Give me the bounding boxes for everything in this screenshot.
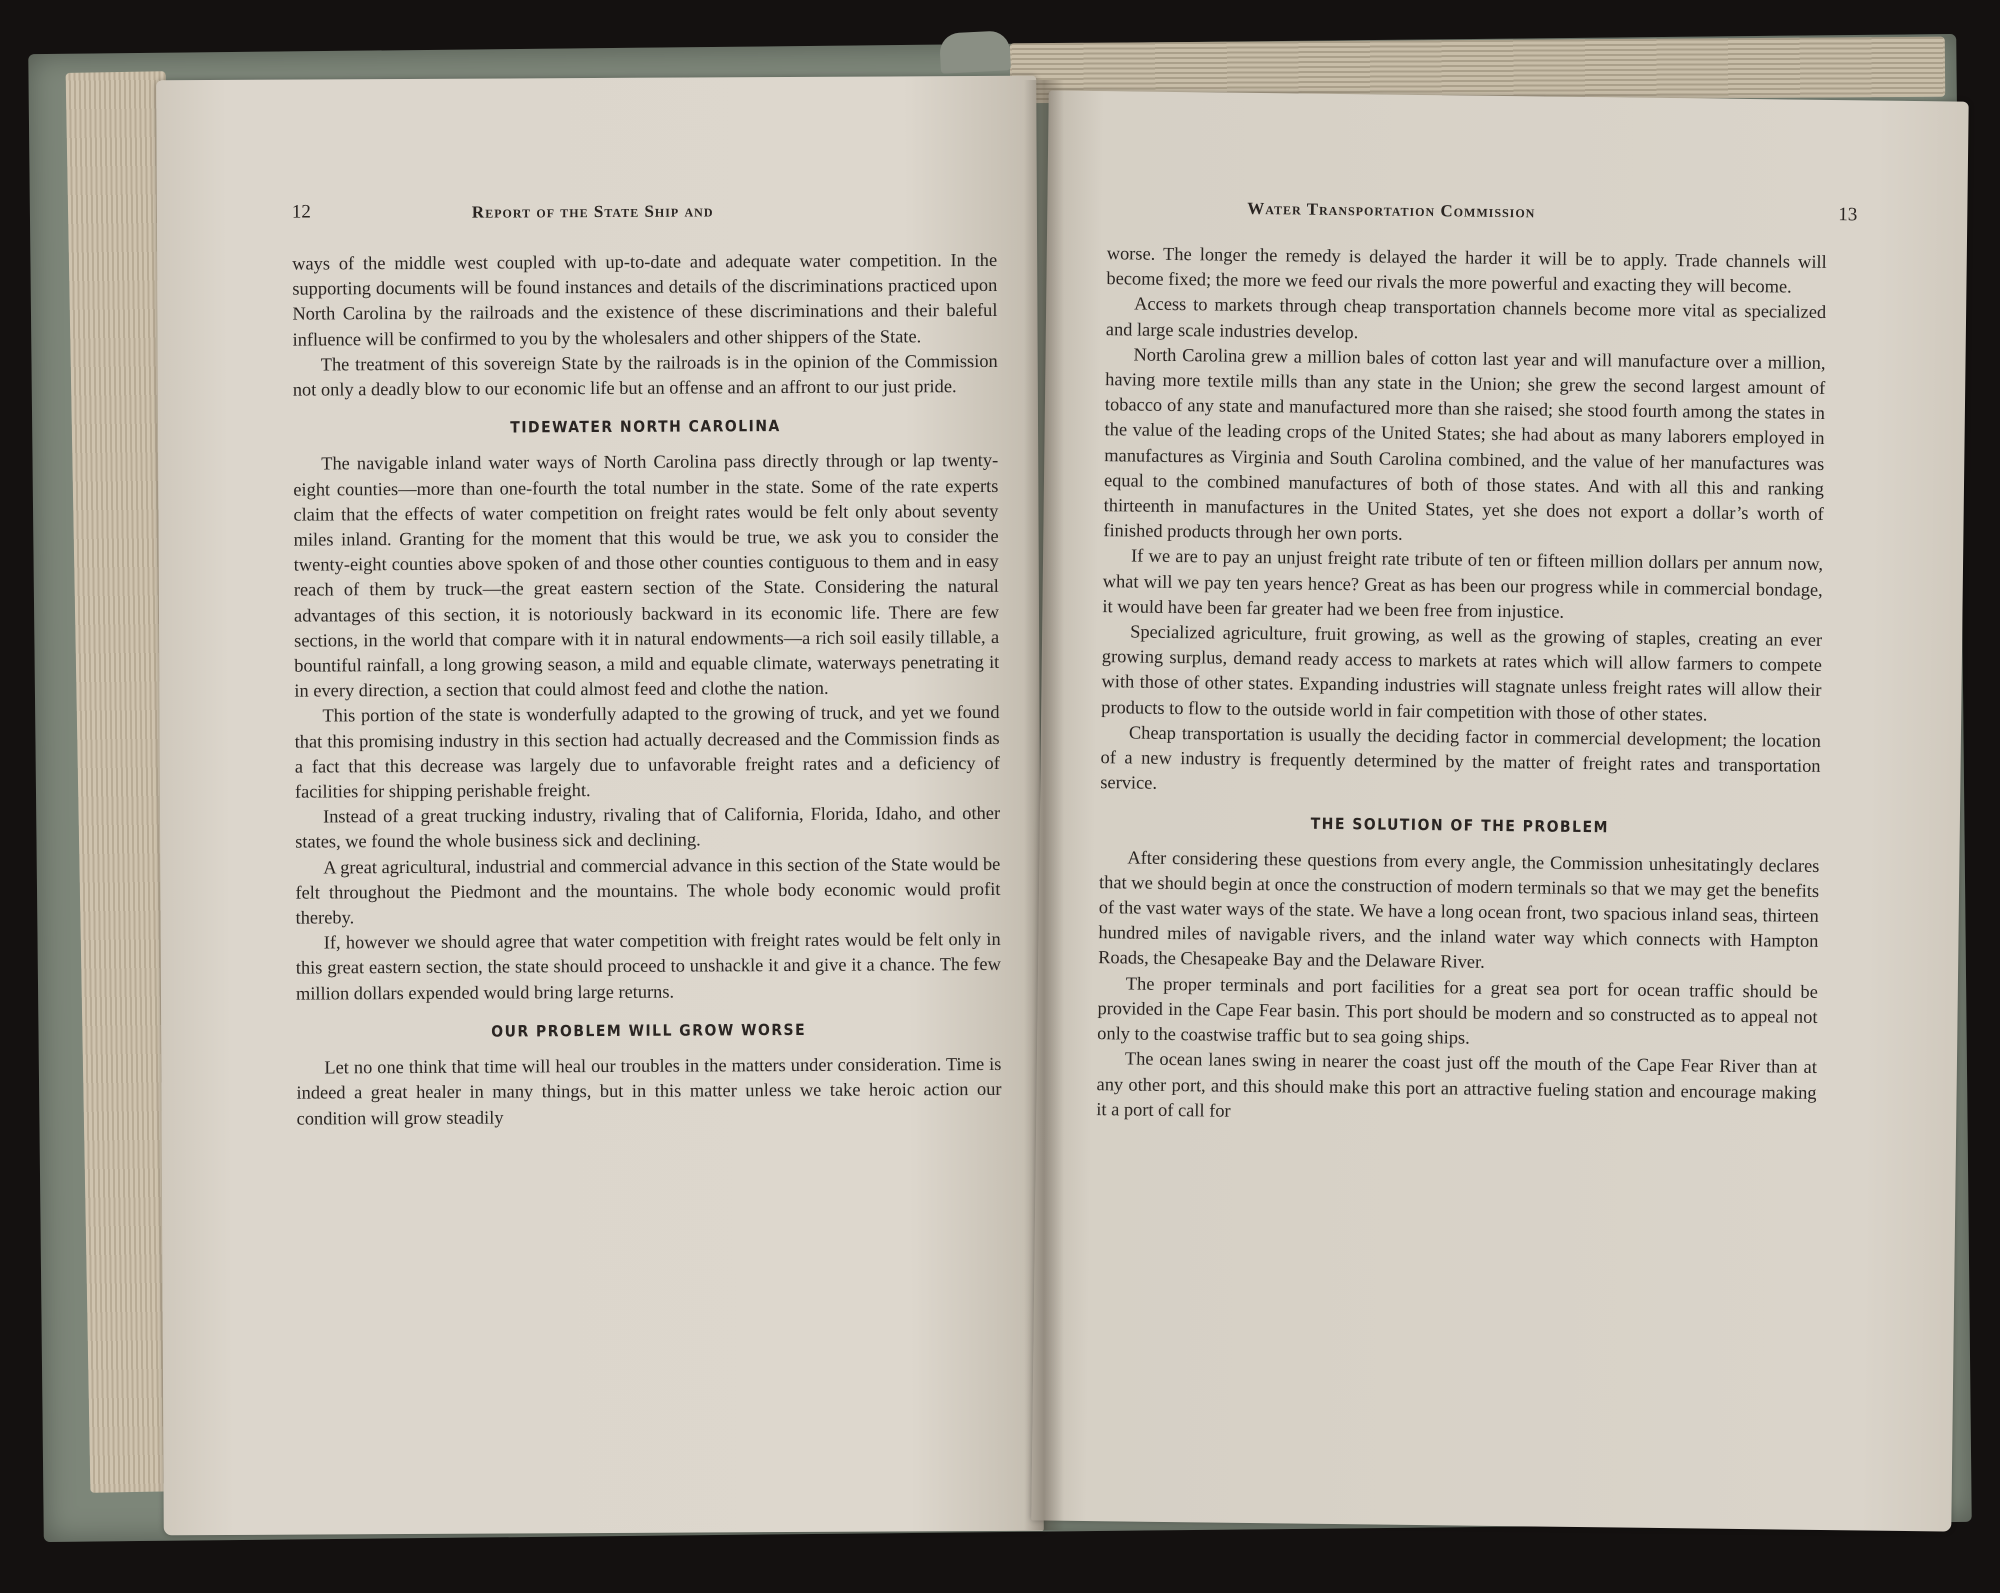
page-number: 12 xyxy=(291,201,311,223)
paragraph: worse. The longer the remedy is delayed the harder it will be to apply. Trade channels will become fixed; the more we feed our rivals the more powerful and exacting they will become. xyxy=(1106,243,1827,297)
paragraph: Instead of a great trucking industry, rivaling that of California, Florida, Idaho, and other states, we found the whole business sick and declining. xyxy=(295,803,1001,853)
paragraph: The ocean lanes swing in nearer the coast just off the mouth of the Cape Fear River than at any other port, and this should make this port an attractive fueling station and encourage making it a port of call for xyxy=(1096,1048,1818,1121)
right-page xyxy=(1031,90,1968,1531)
paragraph: Access to markets through cheap transportation channels become more vital as specialized and large scale industries develop. xyxy=(1105,293,1827,342)
paragraph: ways of the middle west coupled with up-to-date and adequate water competition. In the supporting documents will be found instances and details of the discriminations practiced upon North Carolina by the railroads and the existence of these discriminations and their baleful influence will be confirmed to you by the wholesalers and other shippers of the State. xyxy=(292,249,998,350)
page-number: 13 xyxy=(1838,204,1858,226)
paragraph: After considering these questions from every angle, the Commission unhesitatingly declares that we should begin at once the construction of modern terminals so that we may get the benefits of the vast water ways of the state. We have a long ocean front, two spacious inland seas, thirteen hundred miles of navigable rivers, and the inland water way which connects with Hampton Roads, the Chesapeake Bay and the Delaware River. xyxy=(1098,847,1820,973)
section-heading: THE SOLUTION OF THE PROBLEM xyxy=(1310,815,1610,837)
paragraph: A great agricultural, industrial and commercial advance in this section of the State would be felt throughout the Piedmont and the mountains. The whole body economic would profit thereby. xyxy=(295,853,1001,928)
section-heading: TIDEWATER NORTH CAROLINA xyxy=(510,417,781,437)
left-page-header xyxy=(291,198,927,223)
paragraph: This portion of the state is wonderfully adapted to the growing of truck, and yet we found that this promising industry in this section had actually decreased and the Commission finds as a fact that this decrease was largely due to unfavorable freight rates and a deficiency of facilities for shipping perishable freight. xyxy=(294,702,1000,802)
paragraph: If, however we should agree that water competition with freight rates would be felt only in this great eastern section, the state should proceed to unshackle it and give it a chance. The few million dollars expended would bring large returns. xyxy=(295,929,1001,1004)
running-head: Water Transportation Commission xyxy=(1247,198,1536,222)
left-page-body xyxy=(292,248,1002,1131)
spine-headband xyxy=(939,30,1011,74)
paragraph: The proper terminals and port facilities for a great sea port for ocean traffic should be provided in the Cape Fear basin. This port should be modern and so constructed as to appeal not only to the coastwise traffic but to sea going ships. xyxy=(1097,973,1818,1048)
paragraph: Cheap transportation is usually the deciding factor in commercial development; the location of a new industry is frequently determined by the matter of freight rates and transportation service. xyxy=(1100,722,1822,794)
paragraph: North Carolina grew a million bales of cotton last year and will manufacture over a million, having more textile mills than any state in the Union; she grew the second largest amount of tobacco of any state and manufactured more than she raised; she stood fourth among the states in the value of the leading crops of the United States; she had about as many laborers employed in manufactures as Virginia and South Carolina combined, and the value of her manufactures was equal to the combined manufactures of both of those states. And with all this and ranking thirteenth in manufactures in the United States, yet she does not export a dollar’s worth of finished products through her own ports. xyxy=(1103,344,1826,545)
paragraph: Let no one think that time will heal our troubles in the matters under consideration. Time is indeed a great healer in many things, but in this matter unless we take heroic action our condition will grow steadily xyxy=(296,1053,1002,1129)
left-page xyxy=(156,76,1044,1536)
paragraph: The navigable inland water ways of North Carolina pass directly through or lap twenty-eight counties—more than one-fourth the total number in the state. Some of the rate experts claim that the effects of water competition on freight rates would be felt only about seventy miles inland. Granting for the moment that this would be true, we ask you to consider the twenty-eight counties above spoken of and those other counties contiguous to them and in easy reach of them by truck—the great eastern section of the State. Considering the natural advantages of this section, it is notoriously backward in its economic life. There are few sections, in the world that compare with it in natural endowments—a rich soil easily tillable, a bountiful rainfall, a long growing season, a mild and equable climate, waterways penetrating it in every direction, a section that could almost feed and clothe the nation. xyxy=(293,450,1000,701)
book-gutter xyxy=(1024,80,1064,1530)
section-heading: OUR PROBLEM WILL GROW WORSE xyxy=(491,1020,807,1041)
running-head: Report of the State Ship and xyxy=(471,201,714,222)
paragraph: Specialized agriculture, fruit growing, as well as the growing of staples, creating an ever growing surplus, demand ready access to markets at rates which will allow farmers to compete with those of other states. Expanding industries will stagnate unless freight rates will allow their products to flow to the outside world in fair competition with those of other states. xyxy=(1101,621,1823,725)
paragraph: The treatment of this sovereign State by the railroads is in the opinion of the Commission not only a deadly blow to our economic life but an offense and an affront to our just pride. xyxy=(292,350,998,400)
right-page-header xyxy=(1107,195,1858,226)
right-page-body xyxy=(1096,241,1827,1131)
paragraph: If we are to pay an unjust freight rate tribute of ten or fifteen million dollars per annum now, what will we pay ten years hence? Great as has been our progress while in commercial bondage, it would have been far greater had we been free from injustice. xyxy=(1102,545,1824,622)
